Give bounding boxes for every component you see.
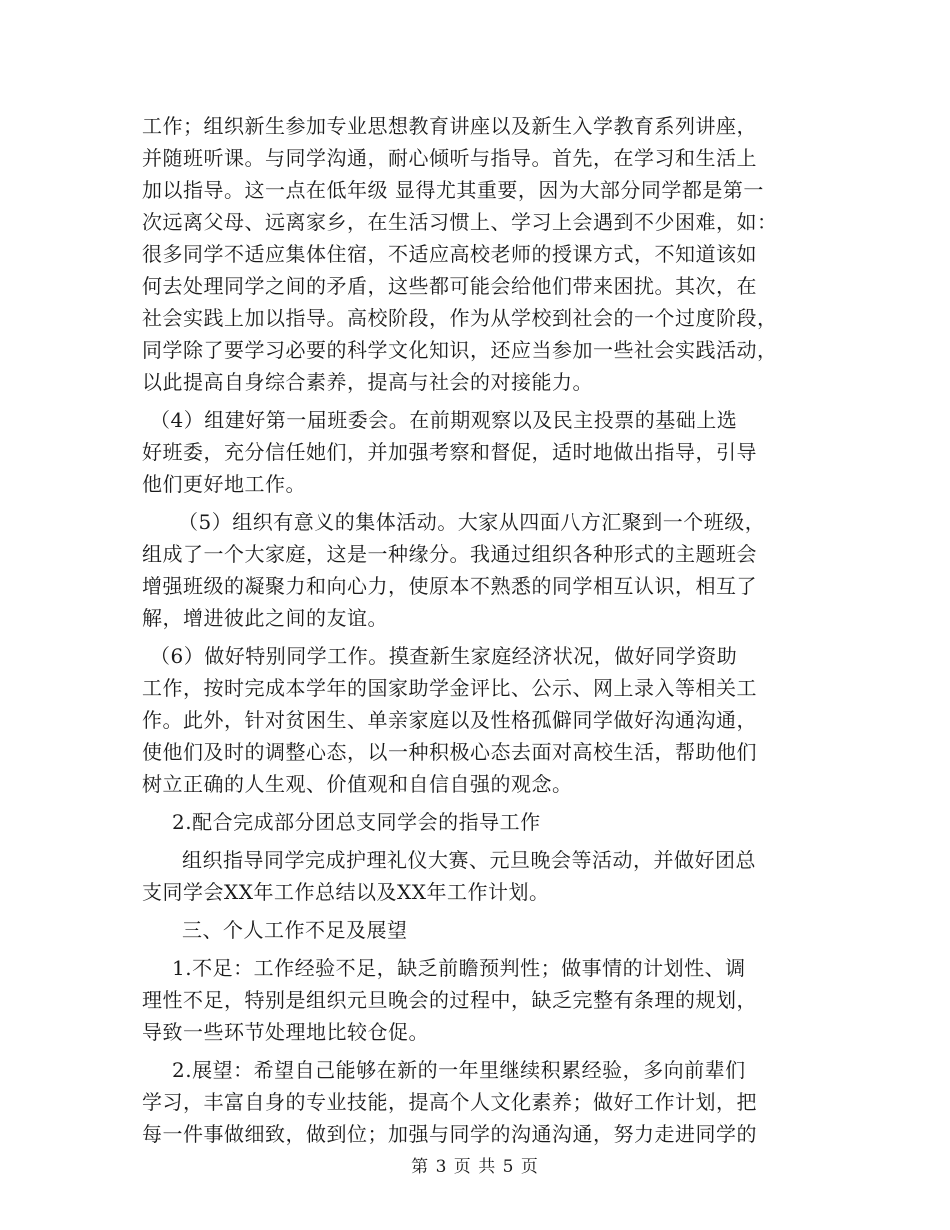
text-line: 导致一些环节处理地比较仓促。 bbox=[142, 1020, 429, 1044]
text-line: 使他们及时的调整心态，以一种积极心态去面对高校生活，帮助他们 bbox=[142, 740, 757, 764]
paragraph-heading-6: （6）做好特别同学工作。摸查新生家庭经济状况，做好同学资助 bbox=[150, 644, 738, 668]
text-line: 支同学会XX年工作总结以及XX年工作计划。 bbox=[142, 880, 550, 904]
text-line: 工作，按时完成本学年的国家助学金评比、公示、网上录入等相关工 bbox=[142, 676, 757, 700]
text-line: 他们更好地工作。 bbox=[142, 472, 306, 496]
paragraph-heading-4: （4）组建好第一届班委会。在前期观察以及民主投票的基础上选 bbox=[150, 408, 738, 432]
text-line: 增强班级的凝聚力和向心力，使原本不熟悉的同学相互认识，相互了 bbox=[142, 574, 757, 598]
text-line: 组织指导同学完成护理礼仪大赛、元旦晚会等活动，并做好团总 bbox=[182, 848, 756, 872]
body-text bbox=[142, 110, 812, 1150]
text-line: 好班委，充分信任她们，并加强考察和督促，适时地做出指导，引导 bbox=[142, 440, 757, 464]
text-line: 以此提高自身综合素养，提高与社会的对接能力。 bbox=[142, 370, 593, 394]
section-heading-2: 2.配合完成部分团总支同学会的指导工作 bbox=[172, 810, 541, 834]
text-line: 社会实践上加以指导。高校阶段，作为从学校到社会的一个过度阶段， bbox=[142, 306, 778, 330]
text-line: 学习，丰富自身的专业技能，提高个人文化素养；做好工作计划，把 bbox=[142, 1090, 757, 1114]
text-line: 很多同学不适应集体住宿，不适应高校老师的授课方式，不知道该如 bbox=[142, 242, 757, 266]
text-line: 工作；组织新生参加专业思想教育讲座以及新生入学教育系列讲座， bbox=[142, 114, 757, 138]
text-line: 次远离父母、远离家乡，在生活习惯上、学习上会遇到不少困难，如： bbox=[142, 210, 778, 234]
text-line: 每一件事做细致，做到位；加强与同学的沟通沟通，努力走进同学的 bbox=[142, 1122, 757, 1146]
paragraph-heading-5: （5）组织有意义的集体活动。大家从四面八方汇聚到一个班级， bbox=[178, 510, 766, 534]
text-line: 何去处理同学之间的矛盾，这些都可能会给他们带来困扰。其次，在 bbox=[142, 274, 757, 298]
text-line: 同学除了要学习必要的科学文化知识，还应当参加一些社会实践活动， bbox=[142, 338, 778, 362]
text-line: 解，增进彼此之间的友谊。 bbox=[142, 606, 388, 630]
text-line: 加以指导。这一点在低年级 显得尤其重要，因为大部分同学都是第一 bbox=[142, 178, 764, 202]
section-heading-3: 三、个人工作不足及展望 bbox=[182, 918, 408, 942]
text-line: 组成了一个大家庭，这是一种缘分。我通过组织各种形式的主题班会 bbox=[142, 542, 757, 566]
text-line: 并随班听课。与同学沟通，耐心倾听与指导。首先，在学习和生活上 bbox=[142, 146, 757, 170]
page-number-footer: 第 3 页 共 5 页 bbox=[411, 1157, 539, 1177]
paragraph-outlook: 2.展望：希望自己能够在新的一年里继续积累经验，多向前辈们 bbox=[172, 1058, 746, 1082]
text-line: 树立正确的人生观、价值观和自信自强的观念。 bbox=[142, 772, 573, 796]
text-line: 作。此外，针对贫困生、单亲家庭以及性格孤僻同学做好沟通沟通， bbox=[142, 708, 757, 732]
paragraph-shortcomings: 1.不足：工作经验不足，缺乏前瞻预判性；做事情的计划性、调 bbox=[172, 956, 746, 980]
text-line: 理性不足，特别是组织元旦晚会的过程中，缺乏完整有条理的规划， bbox=[142, 988, 757, 1012]
